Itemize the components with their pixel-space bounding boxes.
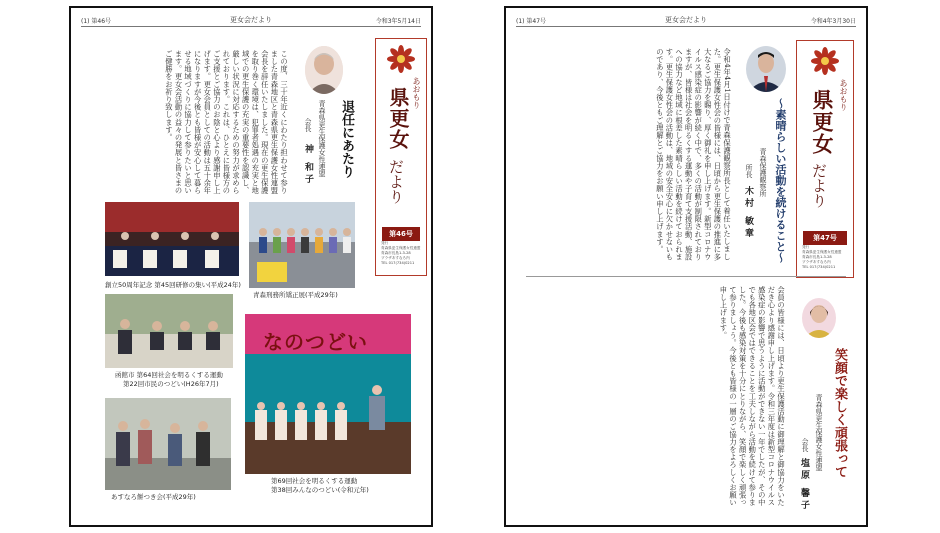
photo-caption: 第69回社会を明るくする運動 <box>271 477 358 485</box>
author-name: 神 和子 <box>303 144 313 187</box>
masthead-title: 県更女 <box>386 87 410 150</box>
page-header <box>81 14 421 27</box>
author-name: 塩原 馨子 <box>799 458 809 513</box>
section-divider <box>526 276 846 277</box>
publisher-phone: TEL 017(734)0211 <box>381 261 415 265</box>
photo-caption: 創立50周年記念 第45回研修の集い(平成24年) <box>105 281 241 289</box>
publisher-phone: TEL 017(734)0211 <box>802 265 836 269</box>
masthead-kana: あおもり <box>839 79 848 111</box>
panel-photo-icon <box>105 294 233 368</box>
photo-prison-exhibition <box>249 202 355 288</box>
article-title: 〜素晴らしい活動を続けること〜 <box>774 98 787 263</box>
newsletter-page-47 <box>504 6 868 527</box>
issue-number: 第46号 <box>382 227 420 241</box>
masthead-subtitle: だより <box>810 163 828 208</box>
author-role: 所長 <box>745 164 753 178</box>
article-body: この度、三十年近くにわたり担わせて参りました青森地区と青森県更生保護女性連盟会長を辞任いたしました。現在の更生保護を取り巻く環境は、犯罪者処遇の充実と地域での更生保護の充実の重要性を認識し、厳しい状況に対応するための努力が求められております。これは、ひとえに皆様方のご支援とご協力のお陰と心より感謝申し上げます。更女会員としての活動は五十余年になりますが今後とも皆様が安心して暮らせる地域づくりに協力して参りたいと思います。更女会活動の益々の発展と皆さまのご健勝をお祈り致します。 <box>164 50 289 195</box>
stage-banner-text: なのつどい <box>263 330 368 354</box>
masthead-title: 県更女 <box>810 89 835 155</box>
author-role: 会長 <box>801 438 809 452</box>
article-title: 退任にあたり <box>339 100 354 178</box>
publisher-name: 青森県更生保護女性連盟 <box>381 246 421 250</box>
masthead-subtitle: だより <box>387 159 405 204</box>
header-page-number: (1) 第46号 <box>81 18 112 25</box>
publisher-building: プラザあすなろ内 <box>381 256 410 260</box>
publisher-address: 青森市長島1-3-28 <box>802 255 832 259</box>
author-role: 会長 <box>304 118 312 132</box>
header-title: 更女会だより <box>665 16 707 24</box>
author-name: 木村 敏章 <box>743 186 753 241</box>
photo-caption: 函館市 第64回社会を明るくする運動 <box>115 371 223 379</box>
masthead <box>796 40 854 278</box>
author-org: 青森県更生保護女性連盟 <box>318 100 326 177</box>
masthead-kana: あおもり <box>412 77 421 109</box>
header-page-number: (1) 第47号 <box>516 18 547 25</box>
publisher-info <box>802 245 848 270</box>
person-photo-icon <box>746 46 786 92</box>
person-photo-icon <box>305 46 343 94</box>
masthead <box>375 38 427 276</box>
author-org: 青森県更生保護女性連盟 <box>815 394 823 471</box>
publisher-label: 発行 <box>802 245 810 249</box>
group-photo-icon <box>249 202 355 288</box>
photo-mochi-event <box>105 398 231 490</box>
photo-caption: あすなろ餅つき会(平成29年) <box>111 493 196 501</box>
publisher-label: 発行 <box>381 241 389 245</box>
newsletter-page-46 <box>69 6 433 527</box>
meeting-photo-icon <box>105 202 239 276</box>
header-title: 更女会だより <box>230 16 272 24</box>
article-body: 会員の皆様には、日頃より更生保護活動に御理解と御協力をいただき心より感謝申し上げます。令和三年度は新型コロナウイルス感染症の影響で思うように活動ができない一年でしたが、その中でも各地区会ではできることを工夫しながら活動を続けて参りました。今後も感染対策を十分にとりながら、笑顔で楽しく頑張って参りましょう。今後とも皆様の一層のご協力をよろしくお願い申し上げます。 <box>719 286 786 507</box>
header-date: 令和4年3月30日 <box>810 18 856 25</box>
author-portrait <box>305 46 343 94</box>
photo-hakodate-event <box>105 294 233 368</box>
header-date: 令和3年5月14日 <box>375 18 421 25</box>
outdoor-photo-icon <box>105 398 231 490</box>
page-header <box>516 14 856 27</box>
article-title: 笑顔で楽しく頑張って <box>832 348 847 478</box>
photo-caption-line2: 第38回みんなのつどい(令和元年) <box>271 486 369 494</box>
publisher-name: 青森県更生保護女性連盟 <box>802 250 842 254</box>
photo-caption: 青森刑務所矯正展(平成29年) <box>253 291 338 299</box>
person-photo-icon <box>802 298 836 338</box>
photo-50th-anniversary <box>105 202 239 276</box>
issue-number: 第47号 <box>803 231 847 245</box>
article-body: 令和4年4月1日付けで青森保護観察所長として着任いたしました。更生保護女性会の皆様には、日頃から更生保護の推進に多大なるご協力を賜り、厚く御礼を申し上げます。新型コロナウイルス感染症の影響が続く中で、多くの活動が制限されておりますが、皆様は社会を明るくする運動や子育て支援活動、施設への協力など地域に根差した素晴らしい活動を続けておられます。更生保護女性会の活動は、地域の安全安心に欠かせないものであり、今後ともご理解とご協力をお願い申し上げます。 <box>655 48 732 261</box>
publisher-info <box>381 241 421 266</box>
photo-minna-no-tsudoi <box>245 314 411 474</box>
author-portrait <box>746 46 786 92</box>
flower-logo-icon <box>387 45 415 73</box>
photo-caption-line2: 第22回市民のつどい(H26年7月) <box>123 380 219 388</box>
author-org: 青森保護観察所 <box>759 148 767 197</box>
publisher-address: 青森市長島1-3-28 <box>381 251 411 255</box>
flower-logo-icon <box>811 47 839 75</box>
publisher-building: プラザあすなろ内 <box>802 260 831 264</box>
author-portrait <box>802 298 836 338</box>
